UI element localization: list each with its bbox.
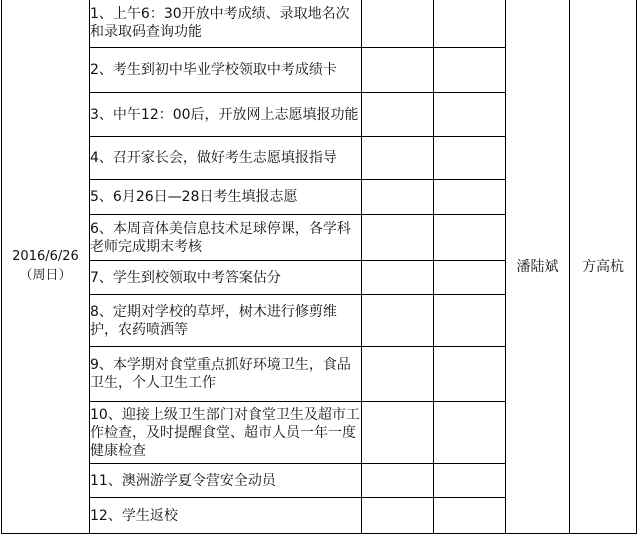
- item-text: 7、学生到校领取中考答案估分: [90, 269, 281, 286]
- item-text: 11、澳洲游学夏令营安全动员: [90, 472, 276, 489]
- person-name-first: 潘陆斌: [516, 259, 559, 275]
- empty-cell: [362, 498, 434, 534]
- item-text: 4、召开家长会，做好考生志愿填报指导: [90, 150, 337, 166]
- empty-cell: [362, 137, 434, 180]
- empty-cell: [434, 48, 506, 93]
- empty-cell: [362, 180, 434, 215]
- person-name-second: 方高杭: [582, 259, 624, 275]
- empty-cell: [434, 295, 506, 347]
- list-item: [90, 464, 362, 498]
- empty-cell: [434, 137, 506, 180]
- empty-cell: [434, 464, 506, 498]
- weekday-text: （周日）: [19, 268, 72, 283]
- date-text: 2016/6/26: [12, 249, 79, 264]
- person-cell-second: [570, 0, 637, 534]
- empty-cell: [362, 48, 434, 93]
- empty-cell: [434, 0, 506, 48]
- empty-cell: [362, 261, 434, 295]
- empty-cell: [362, 93, 434, 137]
- empty-cell: [434, 215, 506, 261]
- schedule-table: [1, 0, 637, 534]
- item-text: 9、本学期对食堂重点抓好环境卫生，食品卫生，个人卫生工作: [90, 357, 351, 391]
- empty-cell: [362, 402, 434, 464]
- item-text: 8、定期对学校的草坪，树木进行修剪维护，农药喷洒等: [90, 303, 337, 338]
- person-cell-first: [506, 0, 570, 534]
- date-cell: [2, 0, 90, 534]
- list-item: [90, 295, 362, 347]
- table-row: [2, 0, 637, 48]
- item-text: 3、中午12：00后，开放网上志愿填报功能: [90, 106, 359, 123]
- empty-cell: [434, 93, 506, 137]
- list-item: [90, 93, 362, 137]
- item-text: 5、6月26日—28日考生填报志愿: [90, 189, 298, 205]
- list-item: [90, 402, 362, 464]
- list-item: [90, 261, 362, 295]
- list-item: [90, 215, 362, 261]
- empty-cell: [434, 180, 506, 215]
- empty-cell: [434, 402, 506, 464]
- empty-cell: [434, 347, 506, 402]
- list-item: [90, 48, 362, 93]
- empty-cell: [434, 261, 506, 295]
- item-text: 2、考生到初中毕业学校领取中考成绩卡: [90, 62, 337, 78]
- empty-cell: [362, 347, 434, 402]
- empty-cell: [434, 498, 506, 534]
- empty-cell: [362, 295, 434, 347]
- list-item: [90, 347, 362, 402]
- item-text: 1、上午6：30开放中考成绩、录取地名次和录取码查询功能: [90, 6, 350, 40]
- empty-cell: [362, 215, 434, 261]
- list-item: [90, 180, 362, 215]
- empty-cell: [362, 464, 434, 498]
- list-item: [90, 0, 362, 48]
- empty-cell: [362, 0, 434, 48]
- list-item: [90, 137, 362, 180]
- item-text: 6、本周音体美信息技术足球停课，各学科老师完成期末考核: [90, 220, 351, 255]
- item-text: 10、迎接上级卫生部门对食堂卫生及超市工作检查，及时提醒食堂、超市人员一年一度健康检查: [90, 406, 360, 459]
- list-item: [90, 498, 362, 534]
- item-text: 12、学生返校: [90, 507, 178, 524]
